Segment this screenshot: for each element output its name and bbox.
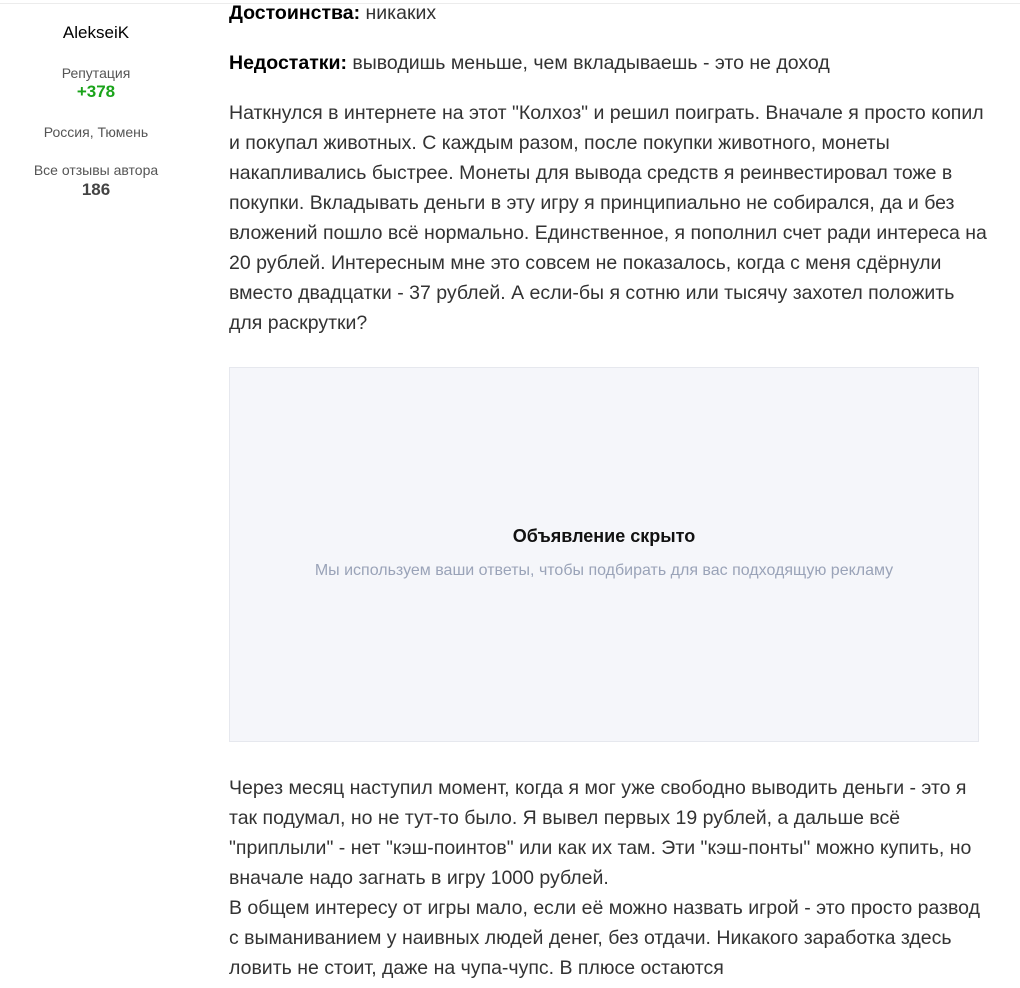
- pros-label: Достоинства:: [229, 2, 361, 24]
- cons-label: Недостатки:: [229, 52, 347, 74]
- cons-line: [229, 48, 989, 78]
- author-name-link[interactable]: AlekseiK: [62, 23, 130, 42]
- reputation-label: Репутация: [61, 65, 131, 81]
- review-paragraph-2: Через месяц наступил момент, когда я мог уже свободно выводить деньги - это я так подумал, но не тут-то было. Я вывел первых 19 рублей, а дальше всё "приплыли" - нет "кэш-поинтов" или как их там. Эти "кэш-понты" можно купить, но вначале надо загнать в игру 1000 рублей.: [229, 777, 972, 889]
- review-paragraph-1: Наткнулся в интернете на этот "Колхоз" и решил поиграть. Вначале я просто копил и покупал животных. С каждым разом, после покупки животного, монеты накапливались быстрее. Монеты для вывода средств я реинвестировал тоже в покупки. Вкладывать деньги в эту игру я принципиально не собирался, да и без вложений пошло всё нормально. Единственное, я пополнил счет ради интереса на 20 рублей. Интересным мне это совсем не показалось, когда с меня сдёрнули вместо двадцатки - 37 рублей. А если-бы я сотню или тысячу захотел положить для раскрутки?: [229, 102, 987, 334]
- pros-line: [229, 0, 989, 28]
- cons-text: выводишь меньше, чем вкладываешь - это не доход: [347, 52, 830, 74]
- review-paragraph-3: В общем интересу от игры мало, если её можно назвать игрой - это просто развод с выманиванием у наивных людей денег, без отдачи. Никакого заработка здесь ловить не стоит, даже на чупа-чупс. В плюсе остаются: [229, 897, 980, 979]
- review-paragraph-2-container: [229, 773, 989, 983]
- hidden-ad-block: [229, 367, 979, 742]
- reviews-count[interactable]: 186: [81, 180, 111, 199]
- reputation-value: +378: [76, 82, 116, 101]
- author-location: Россия, Тюмень: [43, 124, 149, 140]
- ad-hidden-title: Объявление скрыто: [512, 526, 696, 546]
- ad-hidden-subtitle: Мы используем ваши ответы, чтобы подбирать для вас подходящую рекламу: [314, 562, 894, 579]
- pros-text: никаких: [360, 2, 437, 24]
- all-reviews-link[interactable]: Все отзывы автора: [33, 162, 159, 178]
